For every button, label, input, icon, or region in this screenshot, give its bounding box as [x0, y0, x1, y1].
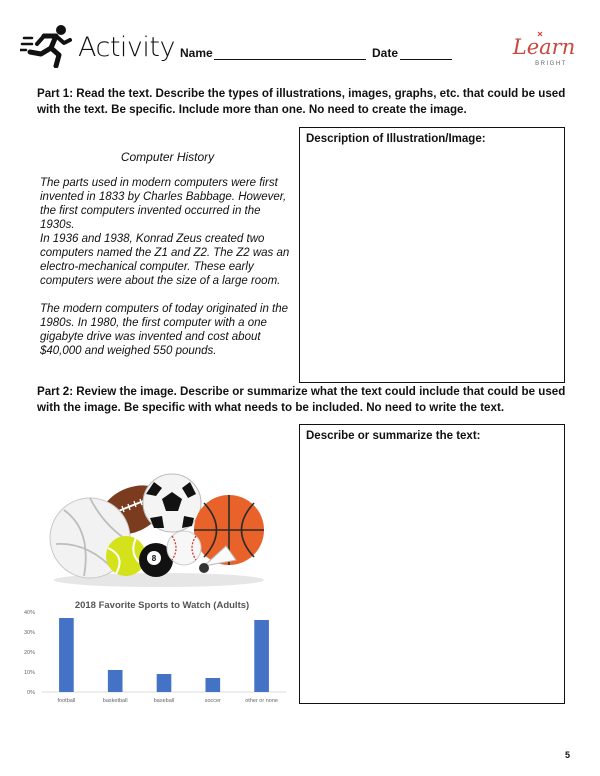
chart-xtick-label: other or none	[245, 698, 278, 704]
chart-ytick-label: 30%	[23, 630, 35, 636]
passage-paragraph: In 1936 and 1938, Konrad Zeus created two computers named the Z1 and Z2. The Z2 was an electro-mechanical computer. These early computers were about the size of a large room.	[40, 233, 290, 287]
sports-balls-image	[44, 470, 274, 590]
part1-instruction: Part 1: Read the text. Describe the types of illustrations, images, graphs, etc. that could be used with the text. Be specific. Include more than one. No need to create the image.	[37, 87, 566, 116]
logo-subtext: BRIGHT	[535, 61, 567, 67]
chart-ytick-label: 10%	[23, 670, 35, 676]
illustration-box-label: Description of Illustration/Image:	[306, 133, 486, 145]
passage-paragraph: The parts used in modern computers were first invented in 1833 by Charles Babbage. However, the first computers invented occurred in the 1930s.	[40, 177, 287, 231]
summary-box-label: Describe or summarize the text:	[306, 430, 481, 442]
chart-bar-football	[59, 618, 74, 692]
chart-title: 2018 Favorite Sports to Watch (Adults)	[74, 600, 250, 611]
chart-xtick-label: baseball	[153, 698, 175, 704]
baseball-icon	[167, 531, 201, 565]
page-title: Activity	[78, 32, 175, 63]
name-label: Name	[180, 46, 213, 60]
chart-bar-basketball	[108, 670, 123, 692]
passage-title: Computer History	[120, 150, 215, 164]
illustration-description-box[interactable]	[299, 127, 565, 383]
chart-ytick-label: 20%	[23, 650, 35, 656]
running-person-icon	[20, 22, 76, 68]
svg-text:8: 8	[151, 554, 157, 563]
chart-bar-other-or-none	[254, 620, 269, 692]
date-field[interactable]	[400, 46, 452, 60]
chart-ytick-label: 40%	[23, 610, 35, 616]
soccer-ball-icon	[143, 474, 201, 532]
part2-instruction: Part 2: Review the image. Describe or summarize what the text could include that could be used with the image. Be specific with what needs to be included. No need to write the text.	[37, 385, 566, 414]
chart-bar-baseball	[157, 674, 172, 692]
page-number: 5	[564, 750, 570, 760]
chart-xtick-label: soccer	[204, 698, 221, 704]
sports-bar-chart	[14, 596, 294, 708]
chart-ytick-label: 0%	[27, 690, 35, 696]
logo-text: Learn	[512, 35, 576, 59]
chart-xtick-label: football	[57, 698, 76, 704]
passage-paragraph: The modern computers of today originated in the 1980s. In 1980, the first computer with a one gigabyte drive was invented and cost about $40,000 and weighed 550 pounds.	[40, 303, 289, 357]
chart-xtick-label: basketball	[102, 698, 128, 704]
text-summary-box[interactable]	[299, 424, 565, 704]
chart-bar-soccer	[205, 678, 220, 692]
date-label: Date	[372, 46, 399, 60]
name-field[interactable]	[214, 46, 366, 60]
learn-bright-logo	[508, 30, 580, 70]
